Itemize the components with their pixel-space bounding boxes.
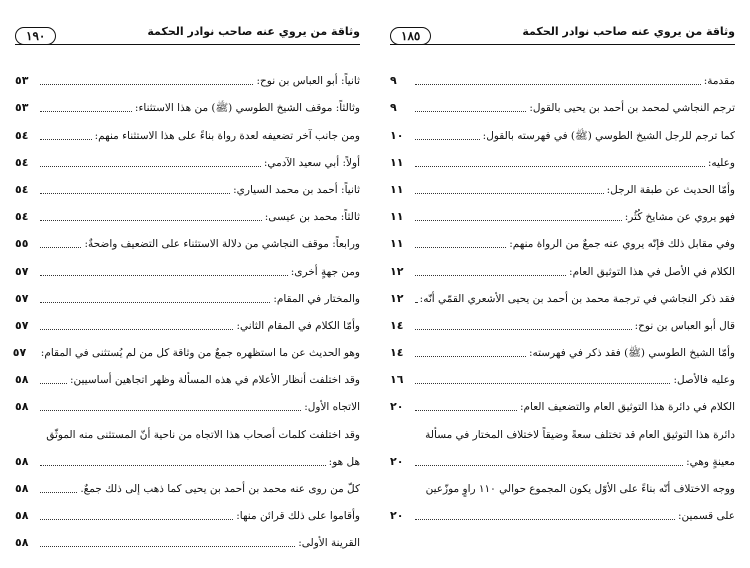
toc-entry-title: ثانياً: أبو العباس بن نوح: xyxy=(256,75,360,88)
toc-entry-title: والمختار في المقام: xyxy=(273,292,360,305)
toc-entry xyxy=(15,61,360,88)
toc-entry-title: ثالثاً: محمد بن عيسى: xyxy=(264,211,360,224)
toc-entry-page: ٥٣ xyxy=(15,101,29,115)
dot-leader xyxy=(40,328,233,330)
toc-entry-page: ٥٤ xyxy=(15,182,29,196)
dot-leader xyxy=(415,219,622,221)
dot-leader xyxy=(415,464,683,466)
toc-entry xyxy=(390,143,735,170)
toc-entry-title: وعليه: xyxy=(707,156,735,169)
toc-entry xyxy=(15,279,360,306)
dot-leader xyxy=(40,83,253,85)
toc-entry-title: وعليه فالأصل: xyxy=(673,374,735,387)
toc-entry xyxy=(15,414,360,441)
toc-entry xyxy=(12,333,360,360)
toc-entry-page: ٥٨ xyxy=(15,536,29,550)
toc-entry-title: على قسمين: xyxy=(678,510,735,523)
toc-entry xyxy=(390,115,735,142)
toc-entry-page: ٩ xyxy=(390,74,397,88)
dot-leader xyxy=(40,301,270,303)
toc-entry xyxy=(390,88,735,115)
toc-entry-title: كلّ من روى عنه محمد بن أحمد بن يحيى كما ذهب إلى ذلك جمعٌ. xyxy=(80,483,360,495)
running-title: وثاقة من يروي عنه صاحب نوادر الحكمة xyxy=(147,24,360,38)
toc-entry xyxy=(390,387,735,414)
toc-entry xyxy=(15,387,360,414)
dot-leader xyxy=(40,545,295,547)
page-header xyxy=(390,18,735,45)
toc-entry-page: ٥٧ xyxy=(12,346,27,360)
toc-entry-page: ٥٧ xyxy=(15,291,29,305)
toc-entry xyxy=(390,251,735,278)
dot-leader xyxy=(40,192,230,194)
toc-entry-title: ترجم النجاشي لمحمد بن أحمد بن يحيى بالقول: xyxy=(529,102,735,115)
toc-entry xyxy=(15,115,360,142)
toc-entry-title: وهو الحديث عن ما استظهره جمعٌ من وثاقة كل من لم يُستثنى في المقام: xyxy=(40,347,360,360)
table-of-contents xyxy=(390,61,735,523)
toc-entry xyxy=(390,279,735,306)
page-header xyxy=(15,18,360,45)
toc-entry-page: ٥٨ xyxy=(15,400,29,414)
page-number: ١٨٥ xyxy=(390,27,431,45)
toc-entry-title: وأمّا الحديث عن طبقة الرجل: xyxy=(606,183,735,196)
dot-leader xyxy=(40,138,92,140)
toc-entry xyxy=(390,61,735,88)
right-page xyxy=(390,18,735,558)
toc-entry xyxy=(15,469,360,496)
dot-leader xyxy=(415,328,632,330)
toc-entry-page: ٥٤ xyxy=(15,128,29,142)
toc-entry-title: ورابعاً: موقف النجاشي من دلالة الاستثناء على التضعيف واضحةٌ: xyxy=(84,238,360,251)
dot-leader xyxy=(415,274,566,276)
dot-leader xyxy=(415,382,670,384)
dot-leader xyxy=(415,355,526,357)
toc-entry-title: الكلام في الأصل في هذا التوثيق العام: xyxy=(569,265,735,278)
page-number: ١٩٠ xyxy=(15,27,56,45)
toc-entry-page: ١٦ xyxy=(390,373,404,387)
toc-entry-title: وأمّا الشيخ الطوسي (ﷺ) فقد ذكر في فهرسته: xyxy=(528,347,735,360)
toc-entry-page: ٥٣ xyxy=(15,74,29,88)
toc-entry-page: ٢٠ xyxy=(390,400,404,414)
toc-entry-page: ٥٨ xyxy=(15,454,29,468)
left-page xyxy=(12,18,360,558)
dot-leader xyxy=(40,409,301,411)
toc-entry-title: فهو يروي عن مشايخ كُثُر: xyxy=(624,211,735,224)
toc-entry xyxy=(390,197,735,224)
toc-entry xyxy=(390,224,735,251)
toc-entry-title: قال أبو العباس بن نوح: xyxy=(634,319,735,332)
dot-leader xyxy=(40,518,233,520)
toc-entry-title: ومن جهةٍ أخرى: xyxy=(290,265,360,278)
toc-entry xyxy=(15,197,360,224)
dot-leader xyxy=(40,491,77,493)
toc-entry-page: ٩ xyxy=(390,101,397,115)
toc-entry-page: ١١ xyxy=(390,182,404,196)
toc-entry-page: ١١ xyxy=(390,237,404,251)
toc-entry-title: ووجه الاختلاف أنّه بناءً على الأوّل يكون المجموع حوالي ١١٠ راوٍ موزّعين xyxy=(425,483,735,495)
toc-entry xyxy=(390,306,735,333)
dot-leader xyxy=(415,110,526,112)
toc-entry-page: ٥٨ xyxy=(15,373,29,387)
toc-entry-page: ٥٨ xyxy=(15,482,29,495)
toc-entry xyxy=(15,251,360,278)
toc-entry-page: ١٤ xyxy=(390,346,404,360)
toc-entry xyxy=(15,306,360,333)
toc-entry-page: ١٢ xyxy=(390,264,404,278)
dot-leader xyxy=(415,301,417,303)
dot-leader xyxy=(415,409,517,411)
toc-entry-title: وأمّا الكلام في المقام الثاني: xyxy=(236,319,360,332)
toc-entry xyxy=(390,469,735,496)
toc-entry-title: الاتجاه الأول: xyxy=(304,401,360,414)
dot-leader xyxy=(40,110,132,112)
toc-entry-page: ١٢ xyxy=(390,291,404,305)
toc-entry-page: ٥٤ xyxy=(15,210,29,224)
toc-entry-title: أولاً: أبي سعيد الآدمي: xyxy=(263,156,360,169)
toc-entry xyxy=(390,414,735,441)
toc-entry-title: كما ترجم للرجل الشيخ الطوسي (ﷺ) في فهرسته بالقول: xyxy=(482,129,735,142)
dot-leader xyxy=(415,518,675,520)
dot-leader xyxy=(415,138,480,140)
toc-entry xyxy=(15,224,360,251)
toc-entry-title: ثانياً: أحمد بن محمد السياري: xyxy=(233,183,360,196)
toc-entry-title: الكلام في دائرة هذا التوثيق العام والتضعيف العام: xyxy=(519,401,735,414)
dot-leader xyxy=(415,83,701,85)
toc-entry-title: وقد اختلفت كلمات أصحاب هذا الاتجاه من ناحية أنّ المستثنى منه الموثّق xyxy=(46,428,360,441)
dot-leader xyxy=(40,274,288,276)
toc-entry-page: ٥٧ xyxy=(15,318,29,332)
toc-entry xyxy=(15,88,360,115)
toc-entry-title: القرينة الأولى: xyxy=(298,537,360,550)
dot-leader xyxy=(40,382,67,384)
toc-entry-title: دائرة هذا التوثيق العام قد تختلف سعةً وضيقاً لاختلاف المختار في مسألة xyxy=(425,428,735,441)
toc-entry-page: ٢٠ xyxy=(390,454,404,468)
toc-entry-page: ١٠ xyxy=(390,128,404,142)
toc-entry xyxy=(15,442,360,469)
dot-leader xyxy=(415,165,705,167)
dot-leader xyxy=(40,219,262,221)
toc-entry-page: ٥٤ xyxy=(15,155,29,169)
toc-entry-title: هل هو: xyxy=(328,455,360,468)
toc-entry-page: ١١ xyxy=(390,210,404,224)
toc-entry-title: مقدمة: xyxy=(703,75,735,88)
toc-entry xyxy=(15,170,360,197)
dot-leader xyxy=(40,246,81,248)
running-title: وثاقة من يروي عنه صاحب نوادر الحكمة xyxy=(522,24,735,38)
toc-entry xyxy=(390,442,735,469)
toc-entry-page: ١١ xyxy=(390,155,404,169)
toc-entry-title: وأقاموا على ذلك قرائن منها: xyxy=(236,510,360,523)
toc-entry-title: ومن جانب آخر تضعيفه لعدة رواة بناءً على هذا الاستثناء منهم: xyxy=(94,129,360,142)
toc-entry-title: وقد اختلفت أنظار الأعلام في هذه المسألة وظهر اتجاهين أساسيين: xyxy=(69,374,360,387)
toc-entry xyxy=(15,143,360,170)
toc-entry-page: ٥٧ xyxy=(15,264,29,278)
toc-entry xyxy=(15,496,360,523)
table-of-contents xyxy=(12,61,360,550)
toc-entry xyxy=(390,333,735,360)
dot-leader xyxy=(415,192,604,194)
dot-leader xyxy=(40,464,326,466)
toc-entry-page: ١٤ xyxy=(390,318,404,332)
toc-entry xyxy=(390,496,735,523)
toc-entry-title: وفي مقابل ذلك فإنّه يروي عنه جمعٌ من الرواة منهم: xyxy=(509,238,735,251)
toc-entry xyxy=(15,523,360,550)
toc-entry-title: معينةٍ وهي: xyxy=(686,455,735,468)
toc-entry-page: ٢٠ xyxy=(390,509,404,523)
toc-entry-page: ٥٨ xyxy=(15,509,29,523)
dot-leader xyxy=(415,246,506,248)
toc-entry-page: ٥٥ xyxy=(15,237,29,251)
toc-entry-title: وثالثاً: موقف الشيخ الطوسي (ﷺ) من هذا الاستثناء: xyxy=(134,102,360,115)
toc-entry xyxy=(15,360,360,387)
toc-entry xyxy=(390,170,735,197)
dot-leader xyxy=(40,165,261,167)
toc-entry xyxy=(390,360,735,387)
toc-entry-title: فقد ذكر النجاشي في ترجمة محمد بن أحمد بن يحيى الأشعري القمّي أنّه: xyxy=(419,292,735,305)
